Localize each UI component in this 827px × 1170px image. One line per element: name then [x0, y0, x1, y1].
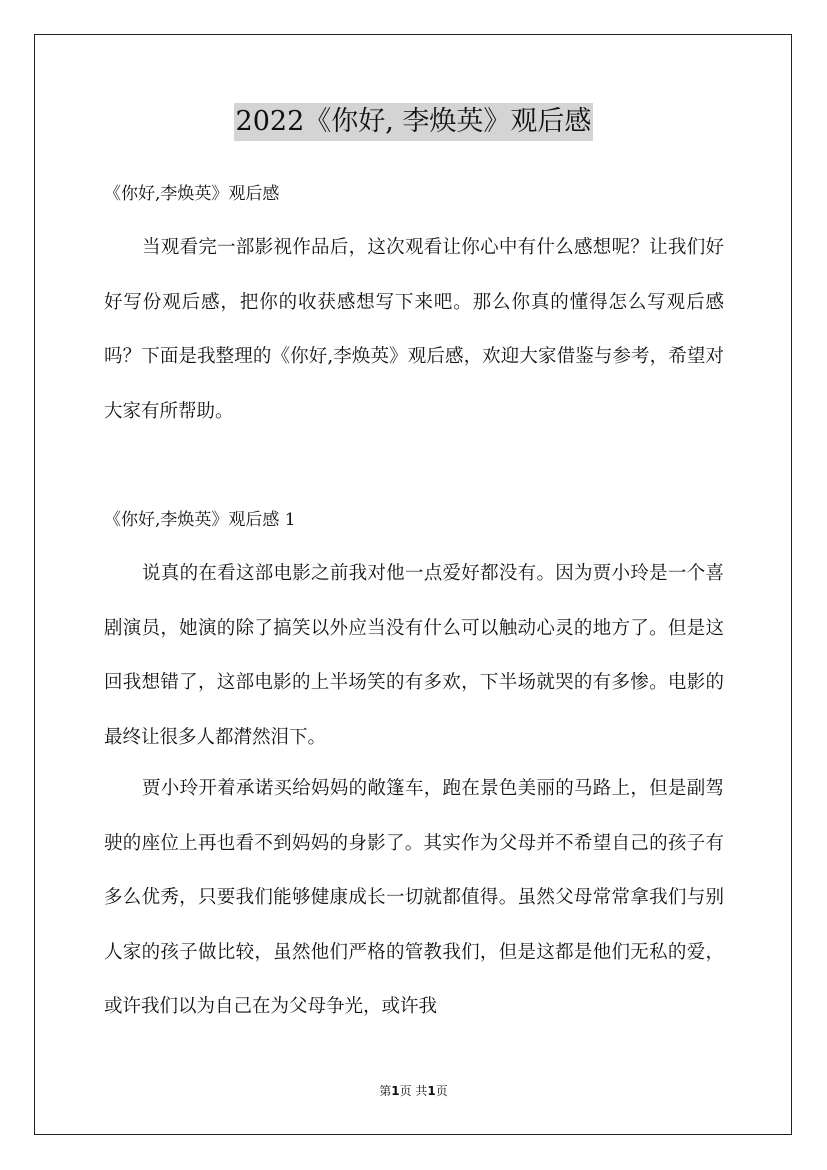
document-title: 2022《你好, 李焕英》观后感 — [234, 103, 594, 141]
section-1-heading: 《你好,李焕英》观后感 1 — [104, 510, 296, 530]
section-1-paragraph-1: 说真的在看这部电影之前我对他一点爱好都没有。因为贾小玲是一个喜剧演员，她演的除了搞笑以外应当没有什么可以触动心灵的地方了。但是这回我想错了，这部电影的上半场笑的有多欢，下半场就哭的有多惨。电影的最终让很多人都潸然泪下。 — [104, 563, 724, 748]
footer-total-pages: 1 — [427, 1084, 436, 1098]
intro-heading: 《你好,李焕英》观后感 — [104, 184, 280, 204]
footer-current-page: 1 — [391, 1084, 400, 1098]
footer-prefix: 第 — [379, 1084, 392, 1098]
section-1-paragraph-2: 贾小玲开着承诺买给妈妈的敞篷车，跑在景色美丽的马路上，但是副驾驶的座位上再也看不到妈妈的身影了。其实作为父母并不希望自己的孩子有多么优秀，只要我们能够健康成长一切就都值得。虽然父母常常拿我们与别人家的孩子做比较，虽然他们严格的管教我们，但是这都是他们无私的爱，或许我们以为自己在为父母争光，或许我 — [104, 778, 724, 1017]
title-container — [0, 103, 827, 141]
footer-mid: 页 共 — [399, 1084, 428, 1098]
intro-paragraph: 当观看完一部影视作品后，这次观看让你心中有什么感想呢？让我们好好写份观后感，把你的收获感想写下来吧。那么你真的懂得怎么写观后感吗？下面是我整理的《你好,李焕英》观后感，欢迎大家借鉴与参考，希望对大家有所帮助。 — [104, 237, 724, 422]
page-footer — [0, 1083, 827, 1099]
footer-suffix: 页 — [435, 1084, 448, 1098]
